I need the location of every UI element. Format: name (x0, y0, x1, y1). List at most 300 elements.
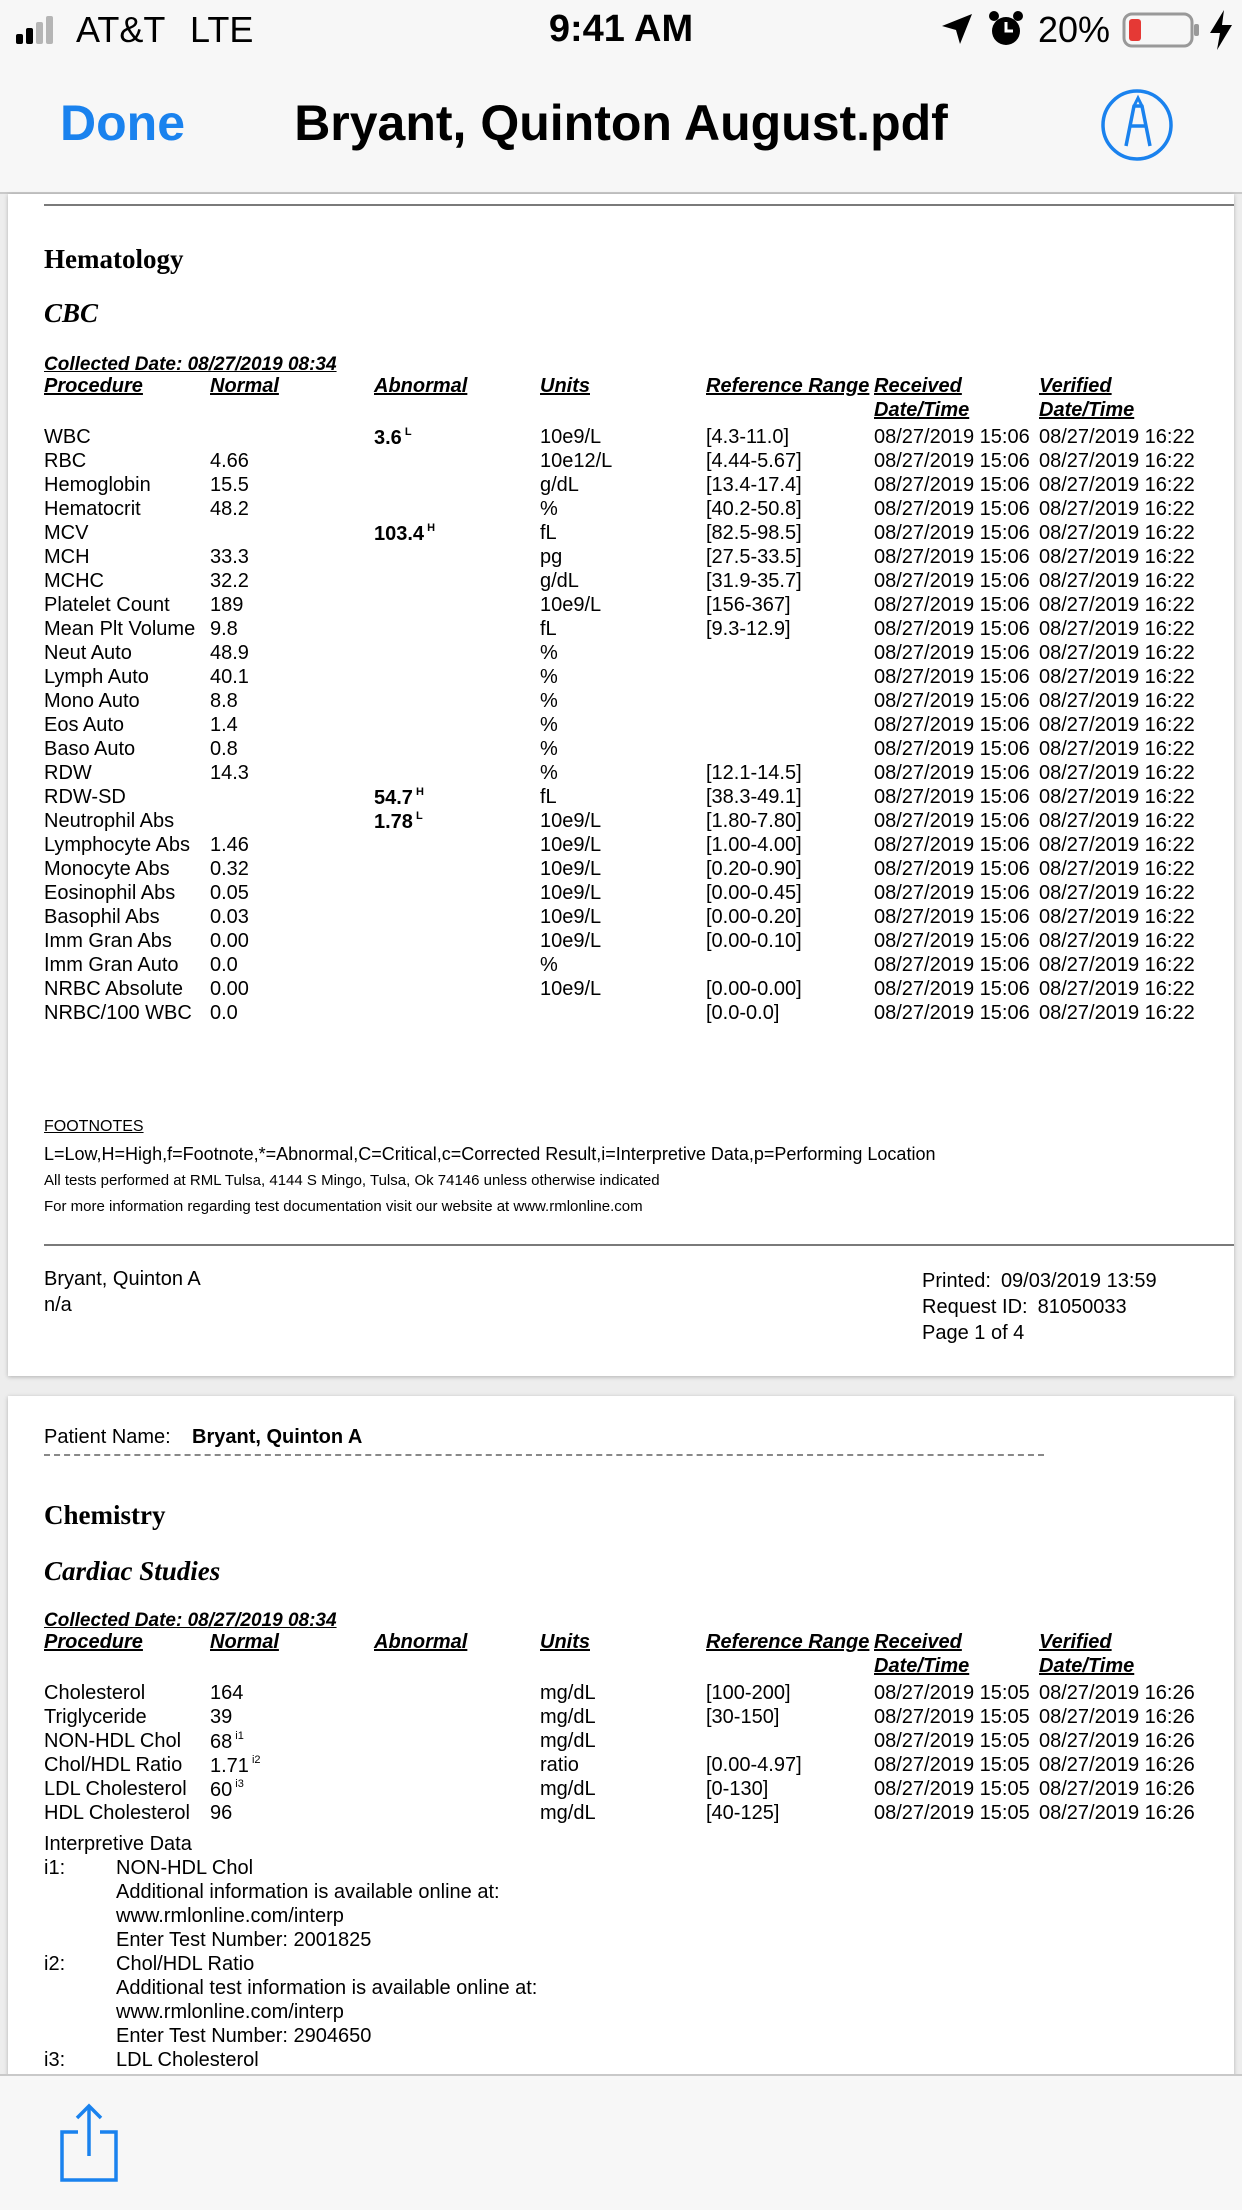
interpretive-line (44, 1904, 344, 1928)
table-row (44, 1002, 1234, 1026)
abnormal-cell (374, 522, 435, 546)
units-cell: 10e9/L (540, 858, 602, 880)
print-info (922, 1268, 1157, 1346)
interpretive-text: Enter Test Number: 2904650 (116, 2025, 372, 2047)
normal-value: 164 (210, 1682, 244, 1704)
table-row (44, 498, 1234, 522)
reference-range-cell: [12.1-14.5] (706, 762, 802, 784)
abnormal-flag: H (415, 786, 424, 798)
verified-cell: 08/27/2019 16:22 (1039, 978, 1195, 1000)
reference-range-cell: [0.20-0.90] (706, 858, 802, 880)
verified-cell: 08/27/2019 16:22 (1039, 522, 1195, 544)
verified-cell: 08/27/2019 16:22 (1039, 786, 1195, 808)
units-cell: 10e9/L (540, 594, 602, 616)
normal-value: 189 (210, 594, 244, 616)
normal-cell (210, 450, 249, 473)
verified-cell: 08/27/2019 16:22 (1039, 498, 1195, 520)
abnormal-value: 54.7 (374, 787, 413, 809)
verified-cell: 08/27/2019 16:22 (1039, 810, 1195, 832)
abnormal-cell (374, 810, 423, 834)
procedure-cell: MCV (44, 522, 89, 544)
reference-range-cell: [0.0-0.0] (706, 1002, 780, 1024)
normal-cell (210, 546, 249, 569)
units-cell: fL (540, 618, 557, 640)
reference-range-cell: [100-200] (706, 1682, 791, 1704)
interpretive-text: LDL Cholesterol (116, 2049, 259, 2071)
reference-range-cell: [4.3-11.0] (706, 426, 790, 448)
units-cell: ratio (540, 1754, 579, 1776)
normal-value: 15.5 (210, 474, 249, 496)
verified-cell: 08/27/2019 16:22 (1039, 738, 1195, 760)
nav-bar (0, 62, 1242, 194)
col-head-received: Received (874, 375, 962, 397)
received-cell: 08/27/2019 15:06 (874, 690, 1030, 712)
units-cell: mg/dL (540, 1778, 596, 1800)
section-heading-chemistry: Chemistry (44, 1500, 166, 1530)
procedure-cell: Neutrophil Abs (44, 810, 175, 832)
interpretive-line (44, 2024, 372, 2048)
battery-percent: 20% (1038, 9, 1111, 50)
table-row (44, 618, 1234, 642)
verified-cell: 08/27/2019 16:26 (1039, 1754, 1195, 1776)
procedure-cell: RDW (44, 762, 92, 784)
received-cell: 08/27/2019 15:06 (874, 642, 1030, 664)
received-cell: 08/27/2019 15:06 (874, 714, 1030, 736)
abnormal-flag: L (415, 810, 423, 822)
table-row (44, 594, 1234, 618)
units-cell: 10e9/L (540, 882, 602, 904)
chemistry-results-table (44, 1682, 1234, 1826)
received-cell: 08/27/2019 15:06 (874, 522, 1030, 544)
abnormal-cell (374, 786, 424, 810)
units-cell: mg/dL (540, 1730, 596, 1752)
normal-cell (210, 882, 249, 905)
procedure-cell: RDW-SD (44, 786, 126, 808)
procedure-cell: Mono Auto (44, 690, 140, 712)
received-cell: 08/27/2019 15:06 (874, 594, 1030, 616)
procedure-cell: NRBC/100 WBC (44, 1002, 192, 1024)
received-cell: 08/27/2019 15:06 (874, 882, 1030, 904)
reference-range-cell: [30-150] (706, 1706, 780, 1728)
normal-cell (210, 594, 243, 617)
interpretive-text: NON-HDL Chol (116, 1857, 254, 1879)
table-row (44, 474, 1234, 498)
units-cell: % (540, 954, 558, 976)
procedure-cell: MCH (44, 546, 90, 568)
interpretive-line (44, 1880, 500, 1904)
carrier-name: AT&T (76, 9, 166, 50)
interpretive-line (44, 1952, 255, 1976)
bottom-toolbar (0, 2074, 1242, 2210)
normal-cell (210, 498, 249, 521)
received-cell: 08/27/2019 15:06 (874, 474, 1030, 496)
interpretive-text: www.rmlonline.com/interp (116, 1905, 344, 1927)
verified-cell: 08/27/2019 16:22 (1039, 906, 1195, 928)
verified-cell: 08/27/2019 16:22 (1039, 930, 1195, 952)
patient-name-label: Patient Name: (44, 1426, 171, 1448)
normal-cell (210, 906, 249, 929)
received-cell: 08/27/2019 15:06 (874, 906, 1030, 928)
normal-value: 0.0 (210, 954, 238, 976)
table-row (44, 1682, 1234, 1706)
footnotes-title: FOOTNOTES (44, 1118, 144, 1135)
col-head-normal: Normal (210, 375, 279, 397)
normal-value: 32.2 (210, 570, 249, 592)
received-cell: 08/27/2019 15:06 (874, 930, 1030, 952)
interpretive-text: www.rmlonline.com/interp (116, 2001, 344, 2023)
abnormal-value: 103.4 (374, 523, 425, 545)
footer-patient-extra: n/a (44, 1294, 72, 1316)
normal-cell (210, 618, 238, 641)
table-row (44, 426, 1234, 450)
verified-cell: 08/27/2019 16:22 (1039, 858, 1195, 880)
procedure-cell: Monocyte Abs (44, 858, 170, 880)
normal-value: 9.8 (210, 618, 238, 640)
patient-name-value: Bryant, Quinton A (192, 1426, 363, 1448)
received-cell: 08/27/2019 15:06 (874, 786, 1030, 808)
interpretive-line (44, 2000, 344, 2024)
verified-cell: 08/27/2019 16:22 (1039, 954, 1195, 976)
interpretive-text: Additional information is available online at: (116, 1881, 500, 1903)
col-head-verified: Verified (1039, 375, 1112, 397)
table-row (44, 930, 1234, 954)
normal-cell (210, 762, 249, 785)
procedure-cell: Lymph Auto (44, 666, 149, 688)
normal-value: 68 (210, 1731, 233, 1753)
received-cell: 08/27/2019 15:06 (874, 546, 1030, 568)
normal-cell (210, 474, 249, 497)
normal-value: 0.0 (210, 1002, 238, 1024)
col-head-abnormal: Abnormal (374, 375, 468, 397)
reference-range-cell: [0.00-0.45] (706, 882, 802, 904)
units-cell: mg/dL (540, 1706, 596, 1728)
printed-value: 09/03/2019 13:59 (1000, 1270, 1157, 1292)
subsection-heading-cbc: CBC (44, 298, 99, 328)
table-row (44, 1730, 1234, 1754)
received-cell: 08/27/2019 15:06 (874, 450, 1030, 472)
units-cell: 10e9/L (540, 810, 602, 832)
interpretive-text: Additional test information is available online at: (116, 1977, 538, 1999)
procedure-cell: LDL Cholesterol (44, 1778, 187, 1800)
col-head-verified: Verified (1039, 1631, 1112, 1653)
units-cell: % (540, 690, 558, 712)
patient-name-rule (44, 1454, 1044, 1456)
procedure-cell: Mean Plt Volume (44, 618, 196, 640)
col-head-procedure: Procedure (44, 1631, 143, 1653)
interpretive-tag: i1: (44, 1857, 66, 1879)
normal-cell (210, 1754, 261, 1778)
table-row (44, 1754, 1234, 1778)
normal-value: 0.00 (210, 930, 249, 952)
procedure-cell: Basophil Abs (44, 906, 160, 928)
normal-value: 0.03 (210, 906, 249, 928)
normal-value: 60 (210, 1779, 233, 1801)
verified-cell: 08/27/2019 16:26 (1039, 1706, 1195, 1728)
procedure-cell: Eosinophil Abs (44, 882, 176, 904)
verified-cell: 08/27/2019 16:22 (1039, 594, 1195, 616)
table-row (44, 1778, 1234, 1802)
reference-range-cell: [38.3-49.1] (706, 786, 802, 808)
received-cell: 08/27/2019 15:06 (874, 618, 1030, 640)
interpretive-line (44, 1976, 538, 2000)
abnormal-flag: H (427, 522, 436, 534)
page-rule-top (44, 204, 1234, 206)
verified-cell: 08/27/2019 16:26 (1039, 1682, 1195, 1704)
received-cell: 08/27/2019 15:06 (874, 762, 1030, 784)
reference-range-cell: [9.3-12.9] (706, 618, 791, 640)
normal-cell (210, 570, 249, 593)
verified-cell: 08/27/2019 16:26 (1039, 1730, 1195, 1752)
normal-value: 1.46 (210, 834, 249, 856)
table-row (44, 570, 1234, 594)
markup-pen-icon[interactable] (1100, 88, 1174, 162)
procedure-cell: Platelet Count (44, 594, 170, 616)
normal-cell (210, 1730, 244, 1754)
reference-range-cell: [0.00-0.00] (706, 978, 802, 1000)
table-row (44, 762, 1234, 786)
units-cell: % (540, 738, 558, 760)
procedure-cell: Baso Auto (44, 738, 136, 760)
units-cell: g/dL (540, 570, 579, 592)
reference-range-cell: [0.00-4.97] (706, 1754, 802, 1776)
verified-cell: 08/27/2019 16:22 (1039, 1002, 1195, 1024)
verified-cell: 08/27/2019 16:22 (1039, 474, 1195, 496)
normal-value: 96 (210, 1802, 233, 1824)
units-cell: g/dL (540, 474, 579, 496)
collected-date: Collected Date: 08/27/2019 08:34 (44, 354, 337, 375)
verified-cell: 08/27/2019 16:22 (1039, 834, 1195, 856)
printed-label: Printed: (922, 1270, 991, 1292)
received-cell: 08/27/2019 15:06 (874, 738, 1030, 760)
table-row (44, 978, 1234, 1002)
verified-cell: 08/27/2019 16:22 (1039, 762, 1195, 784)
normal-value: 48.2 (210, 498, 249, 520)
col-head-procedure: Procedure (44, 375, 143, 397)
units-cell: fL (540, 786, 557, 808)
normal-cell (210, 858, 249, 881)
procedure-cell: NON-HDL Chol (44, 1730, 182, 1752)
location-arrow-icon (940, 12, 974, 46)
reference-range-cell: [27.5-33.5] (706, 546, 802, 568)
normal-value: 40.1 (210, 666, 249, 688)
normal-value: 1.4 (210, 714, 238, 736)
procedure-cell: Lymphocyte Abs (44, 834, 191, 856)
interpretive-data (44, 1832, 538, 2072)
page-number: Page 1 of 4 (922, 1322, 1025, 1344)
normal-value: 0.05 (210, 882, 249, 904)
interpretive-text: Enter Test Number: 2001825 (116, 1929, 372, 1951)
col-head-normal: Normal (210, 1631, 279, 1653)
procedure-cell: Hemoglobin (44, 474, 151, 496)
received-cell: 08/27/2019 15:05 (874, 1682, 1030, 1704)
collected-date-chem: Collected Date: 08/27/2019 08:34 (44, 1610, 337, 1631)
share-icon[interactable] (58, 2102, 120, 2184)
normal-cell (210, 1002, 238, 1025)
received-cell: 08/27/2019 15:05 (874, 1706, 1030, 1728)
units-cell: pg (540, 546, 563, 568)
units-cell: 10e9/L (540, 906, 602, 928)
footnotes-legend: L=Low,H=High,f=Footnote,*=Abnormal,C=Critical,c=Corrected Result,i=Interpretive Data,p=Performing Location (44, 1144, 936, 1164)
abnormal-cell (374, 426, 412, 450)
reference-range-cell: [1.80-7.80] (706, 810, 802, 832)
reference-range-cell: [40.2-50.8] (706, 498, 802, 520)
table-row (44, 690, 1234, 714)
received-cell: 08/27/2019 15:06 (874, 426, 1030, 448)
units-cell: % (540, 642, 558, 664)
verified-cell: 08/27/2019 16:22 (1039, 690, 1195, 712)
verified-cell: 08/27/2019 16:22 (1039, 450, 1195, 472)
verified-cell: 08/27/2019 16:22 (1039, 642, 1195, 664)
interpretive-line (44, 2048, 259, 2072)
received-cell: 08/27/2019 15:05 (874, 1754, 1030, 1776)
verified-cell: 08/27/2019 16:26 (1039, 1802, 1195, 1824)
units-cell: 10e9/L (540, 426, 602, 448)
normal-value: 48.9 (210, 642, 249, 664)
section-heading-hematology: Hematology (44, 244, 184, 274)
alarm-icon (988, 10, 1024, 48)
procedure-cell: Cholesterol (44, 1682, 146, 1704)
table-row (44, 666, 1234, 690)
reference-range-cell: [156-367] (706, 594, 791, 616)
procedure-cell: MCHC (44, 570, 104, 592)
table-row (44, 786, 1234, 810)
interp-note-flag: i1 (235, 1730, 244, 1742)
units-cell: fL (540, 522, 557, 544)
interpretive-line (44, 1928, 372, 1952)
page-rule-bottom (44, 1244, 1234, 1246)
procedure-cell: Neut Auto (44, 642, 132, 664)
table-row (44, 834, 1234, 858)
normal-value: 4.66 (210, 450, 249, 472)
reference-range-cell: [0-130] (706, 1778, 769, 1800)
table-row (44, 642, 1234, 666)
verified-cell: 08/27/2019 16:26 (1039, 1778, 1195, 1800)
procedure-cell: NRBC Absolute (44, 978, 183, 1000)
normal-value: 1.71 (210, 1755, 249, 1777)
subsection-heading-cardiac: Cardiac Studies (44, 1556, 221, 1586)
col-head-reference-range: Reference Range (706, 375, 870, 397)
verified-cell: 08/27/2019 16:22 (1039, 546, 1195, 568)
procedure-cell: Imm Gran Abs (44, 930, 172, 952)
normal-cell (210, 1706, 232, 1729)
received-cell: 08/27/2019 15:06 (874, 1002, 1030, 1024)
normal-value: 14.3 (210, 762, 249, 784)
interpretive-tag: i3: (44, 2049, 66, 2071)
received-cell: 08/27/2019 15:06 (874, 570, 1030, 592)
units-cell: 10e12/L (540, 450, 613, 472)
normal-value: 33.3 (210, 546, 249, 568)
procedure-cell: RBC (44, 450, 87, 472)
normal-cell (210, 714, 238, 737)
done-button[interactable]: Done (60, 95, 185, 151)
footer-patient-name: Bryant, Quinton A (44, 1268, 201, 1290)
table-row (44, 738, 1234, 762)
normal-value: 8.8 (210, 690, 238, 712)
pdf-page-1[interactable] (8, 194, 1234, 1376)
received-cell: 08/27/2019 15:06 (874, 498, 1030, 520)
charging-bolt-icon (1208, 10, 1234, 50)
reference-range-cell: [1.00-4.00] (706, 834, 802, 856)
units-cell: % (540, 714, 558, 736)
verified-cell: 08/27/2019 16:22 (1039, 570, 1195, 592)
verified-cell: 08/27/2019 16:22 (1039, 714, 1195, 736)
procedure-cell: HDL Cholesterol (44, 1802, 190, 1824)
normal-cell (210, 690, 238, 713)
battery-icon (1122, 12, 1202, 48)
normal-cell (210, 738, 238, 761)
status-bar (0, 0, 1242, 62)
reference-range-cell: [0.00-0.10] (706, 930, 802, 952)
reference-range-cell: [82.5-98.5] (706, 522, 802, 544)
request-id-label: Request ID: (922, 1296, 1028, 1318)
units-cell: mg/dL (540, 1682, 596, 1704)
abnormal-value: 1.78 (374, 811, 413, 833)
received-cell: 08/27/2019 15:06 (874, 858, 1030, 880)
col-head-units: Units (540, 375, 590, 397)
normal-cell (210, 1802, 232, 1825)
verified-cell: 08/27/2019 16:22 (1039, 618, 1195, 640)
interp-note-flag: i2 (251, 1754, 261, 1766)
units-cell: 10e9/L (540, 930, 602, 952)
received-cell: 08/27/2019 15:06 (874, 810, 1030, 832)
table-row (44, 522, 1234, 546)
units-cell: % (540, 666, 558, 688)
table-row (44, 1802, 1234, 1826)
reference-range-cell: [4.44-5.67] (706, 450, 802, 472)
footnotes-website: For more information regarding test documentation visit our website at www.rmlonline.com (44, 1198, 643, 1215)
footnotes-location: All tests performed at RML Tulsa, 4144 S Mingo, Tulsa, Ok 74146 unless otherwise indicated (44, 1172, 660, 1189)
reference-range-cell: [0.00-0.20] (706, 906, 802, 928)
col-head-abnormal: Abnormal (374, 1631, 468, 1653)
received-cell: 08/27/2019 15:06 (874, 954, 1030, 976)
normal-cell (210, 642, 249, 665)
normal-value: 0.32 (210, 858, 249, 880)
table-row (44, 714, 1234, 738)
procedure-cell: Triglyceride (44, 1706, 147, 1728)
request-id-value: 81050033 (1037, 1296, 1127, 1318)
network-type: LTE (190, 9, 254, 50)
units-cell: 10e9/L (540, 834, 602, 856)
received-cell: 08/27/2019 15:06 (874, 666, 1030, 688)
interpretive-line (44, 1856, 254, 1880)
received-cell: 08/27/2019 15:05 (874, 1778, 1030, 1800)
abnormal-value: 3.6 (374, 427, 402, 449)
verified-cell: 08/27/2019 16:22 (1039, 666, 1195, 688)
units-cell: % (540, 498, 558, 520)
received-cell: 08/27/2019 15:05 (874, 1802, 1030, 1824)
normal-cell (210, 1682, 243, 1705)
interpretive-data-title: Interpretive Data (44, 1833, 192, 1855)
col-head-received: Received (874, 1631, 962, 1653)
col-head-verified-datetime: Date/Time (1039, 1655, 1135, 1677)
units-cell: mg/dL (540, 1802, 596, 1824)
table-row (44, 1706, 1234, 1730)
col-head-reference-range: Reference Range (706, 1631, 870, 1653)
reference-range-cell: [40-125] (706, 1802, 780, 1824)
table-row (44, 858, 1234, 882)
reference-range-cell: [13.4-17.4] (706, 474, 802, 496)
interpretive-text: Chol/HDL Ratio (116, 1953, 255, 1975)
procedure-cell: Hematocrit (44, 498, 141, 520)
pdf-page-2[interactable] (8, 1396, 1234, 2096)
normal-cell (210, 834, 249, 857)
col-head-received-datetime: Date/Time (874, 399, 970, 421)
table-row (44, 546, 1234, 570)
normal-cell (210, 1778, 244, 1802)
verified-cell: 08/27/2019 16:22 (1039, 882, 1195, 904)
table-row (44, 810, 1234, 834)
normal-value: 0.00 (210, 978, 249, 1000)
